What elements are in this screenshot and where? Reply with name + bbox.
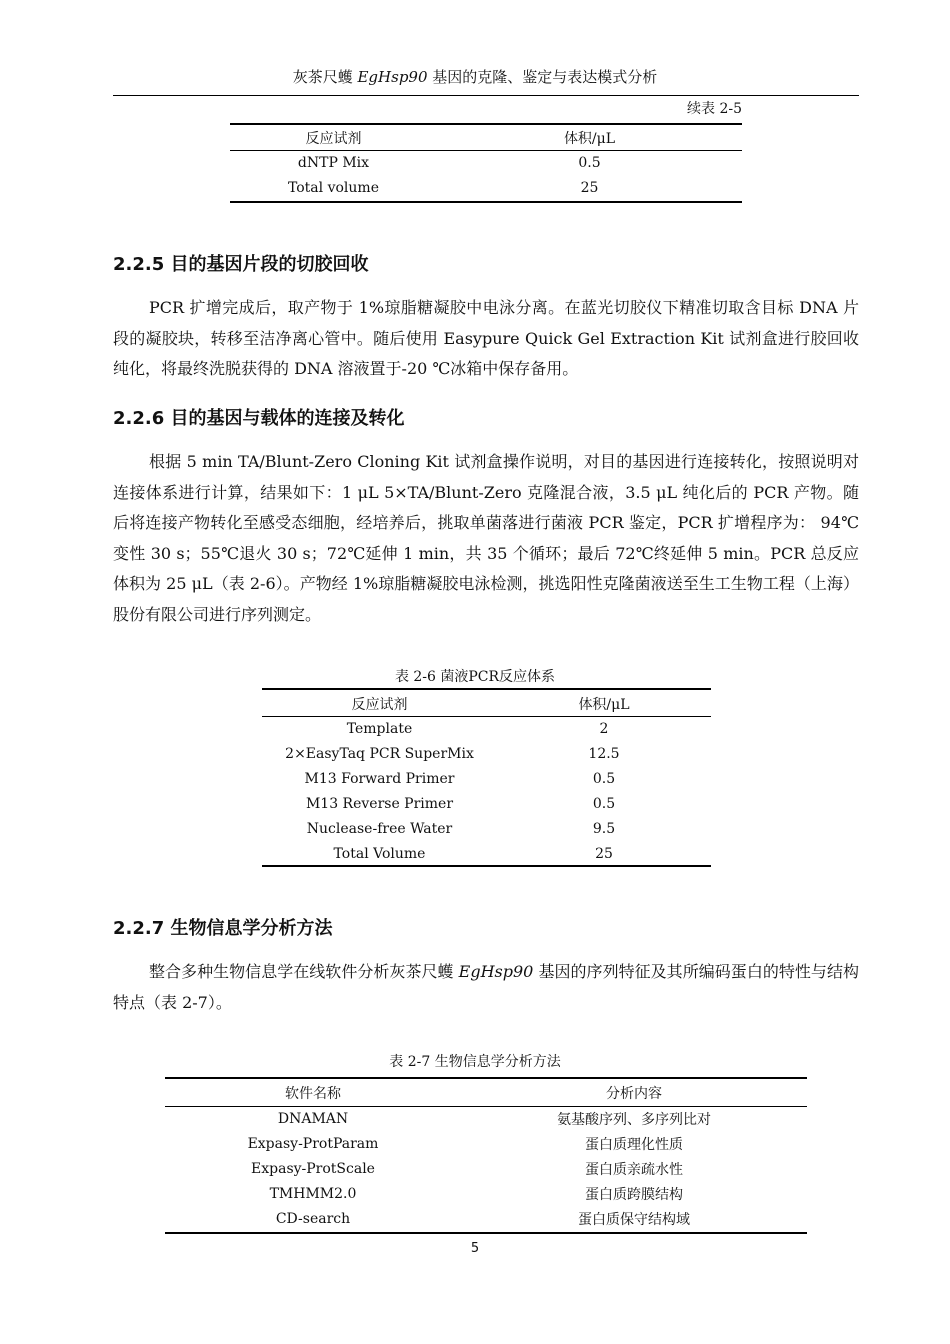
table-cell: 0.5	[592, 795, 616, 812]
table-header-row	[230, 126, 742, 150]
table-row	[165, 1106, 807, 1131]
table-cell: Total volume	[288, 179, 379, 196]
section-heading-225: 2.2.5 目的基因片段的切胶回收	[113, 254, 369, 275]
table-cell: Template	[346, 720, 413, 737]
table-27-mid-rule	[165, 1106, 807, 1107]
header-rule	[113, 95, 859, 96]
table-cell: Expasy-ProtParam	[247, 1135, 379, 1152]
table-cell: 2	[599, 720, 609, 737]
table-cont-bottom-rule	[230, 201, 742, 203]
table-row	[230, 150, 742, 175]
table-header-cell: 软件名称	[285, 1086, 341, 1102]
table-header-row	[165, 1080, 807, 1106]
table-cell: 蛋白质亲疏水性	[585, 1161, 683, 1178]
section-227-paragraph	[113, 957, 859, 1018]
table-cell: Total Volume	[333, 845, 426, 862]
table-cell: M13 Reverse Primer	[305, 795, 454, 812]
table-cell: 25	[595, 845, 613, 862]
running-header	[0, 66, 950, 87]
table-27-caption: 表 2-7 生物信息学分析方法	[389, 1054, 561, 1070]
table-row	[165, 1156, 807, 1181]
table-cont-mid-rule	[230, 150, 742, 151]
table-27	[165, 1080, 807, 1231]
table-header-cell: 反应试剂	[305, 131, 362, 147]
table-cell: M13 Forward Primer	[304, 770, 455, 787]
table-row	[165, 1131, 807, 1156]
table-row	[262, 766, 711, 791]
table-cell: Nuclease-free Water	[306, 820, 453, 837]
table-row	[262, 716, 711, 741]
table-cell: 12.5	[588, 745, 620, 762]
table-cont-caption: 续表 2-5	[687, 101, 742, 117]
section-227-text-suffix: 基因的序列特征及其所编码蛋白的特性与结构特点（表 2-7）。	[113, 962, 859, 1012]
table-row	[262, 816, 711, 841]
table-26-top-rule	[262, 688, 711, 690]
section-226-paragraph: 根据 5 min TA/Blunt-Zero Cloning Kit 试剂盒操作说明，对目的基因进行连接转化，按照说明对连接体系进行计算，结果如下：1 μL 5×TA/Blunt-Zero 克隆混合液，3.5 μL 纯化后的 PCR 产物。随后将连接产物转化至感受态细胞，经培养后，挑取单菌落进行菌液 PCR 鉴定，PCR 扩增程序为： 94℃变性 30 s；55℃退火 30 s；72℃延伸 1 min，共 35 个循环；最后 72℃终延伸 5 min。PCR 总反应体积为 25 μL（表 2-6）。产物经 1%琼脂糖凝胶电泳检测，挑选阳性克隆菌液送至生工生物工程（上海）股份有限公司进行序列测定。	[113, 452, 859, 624]
table-header-cell: 体积/μL	[578, 696, 630, 713]
table-cell: 25	[580, 179, 599, 196]
table-header-row	[262, 691, 711, 716]
header-title-suffix: 基因的克隆、鉴定与表达模式分析	[427, 68, 658, 86]
section-heading-227: 2.2.7 生物信息学分析方法	[113, 918, 333, 939]
table-cell: dNTP Mix	[297, 154, 370, 171]
table-27-bottom-rule	[165, 1232, 807, 1234]
section-227-gene: EgHsp90	[458, 962, 534, 981]
table-cell: 9.5	[592, 820, 616, 837]
table-header-cell: 反应试剂	[351, 696, 408, 713]
page-number: 5	[470, 1241, 480, 1256]
table-26-bottom-rule	[262, 865, 711, 867]
table-cell: 0.5	[592, 770, 616, 787]
table-cell: 蛋白质保守结构域	[578, 1211, 690, 1228]
table-row	[165, 1206, 807, 1231]
table-row	[165, 1181, 807, 1206]
header-title-prefix: 灰茶尺蠖	[292, 68, 358, 86]
table-row	[262, 791, 711, 816]
table-cell: 蛋白质理化性质	[585, 1136, 683, 1153]
table-cell: CD-search	[275, 1210, 351, 1227]
table-cell: 氨基酸序列、多序列比对	[557, 1111, 711, 1128]
header-title-gene: EgHsp90	[357, 68, 428, 86]
table-row	[262, 841, 711, 866]
table-27-top-rule	[165, 1077, 807, 1079]
table-cont-top-rule	[230, 123, 742, 125]
table-26	[262, 691, 711, 866]
table-cell: TMHMM2.0	[269, 1185, 357, 1202]
table-cell: DNAMAN	[277, 1110, 349, 1127]
table-26-caption: 表 2-6 菌液PCR反应体系	[394, 669, 556, 685]
section-227-text-prefix: 整合多种生物信息学在线软件分析灰茶尺蠖	[149, 962, 459, 981]
table-cont	[230, 126, 742, 200]
section-225-paragraph: PCR 扩增完成后，取产物于 1%琼脂糖凝胶中电泳分离。在蓝光切胶仪下精准切取含目标 DNA 片段的凝胶块，转移至洁净离心管中。随后使用 Easypure Quick Gel Extraction Kit 试剂盒进行胶回收纯化，将最终洗脱获得的 DNA 溶液置于-20 ℃冰箱中保存备用。	[113, 298, 859, 378]
table-cell: 0.5	[578, 154, 601, 171]
table-header-cell: 体积/μL	[563, 131, 616, 147]
table-row	[230, 175, 742, 200]
table-cell: Expasy-ProtScale	[251, 1160, 375, 1177]
table-header-cell: 分析内容	[606, 1086, 662, 1102]
table-cell: 蛋白质跨膜结构	[585, 1186, 683, 1203]
section-heading-226: 2.2.6 目的基因与载体的连接及转化	[113, 408, 405, 429]
table-row	[262, 741, 711, 766]
table-26-mid-rule	[262, 716, 711, 717]
table-cell: 2×EasyTaq PCR SuperMix	[285, 745, 474, 762]
